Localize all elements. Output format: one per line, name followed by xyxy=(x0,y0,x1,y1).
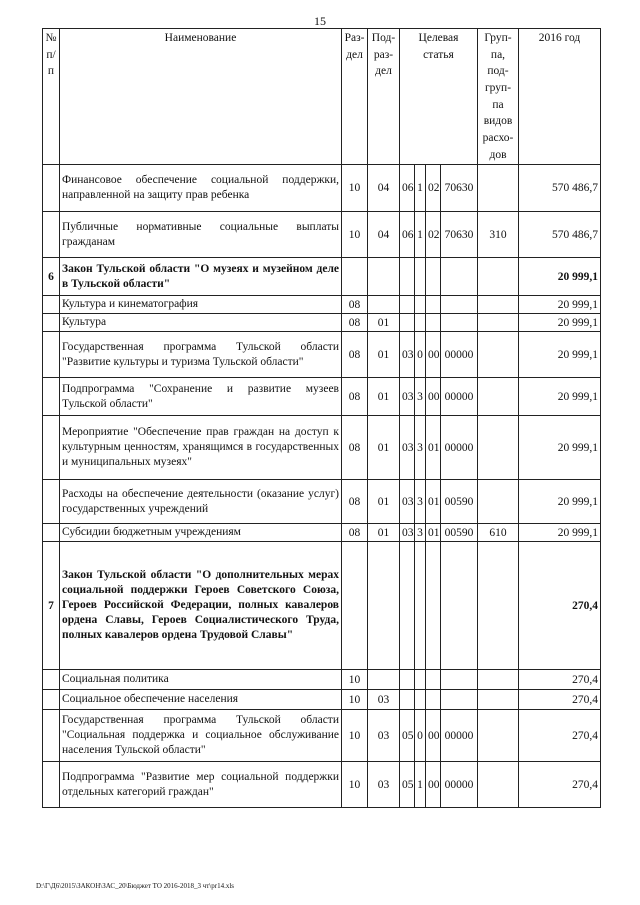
row-name: Закон Тульской области "О дополнительных мерах социальной поддержки Героев Советского Союза, Героев Российской Федерации, полных кавалеров ордена Славы, Героев Социалистического Труда, полных кавалеров ордена Трудовой Славы" xyxy=(60,542,342,670)
row-num xyxy=(43,480,60,524)
row-subsection xyxy=(368,296,400,314)
row-subsection: 01 xyxy=(368,416,400,480)
row-target-direction xyxy=(441,690,478,710)
row-subsection: 01 xyxy=(368,314,400,332)
row-name: Культура и кинематография xyxy=(60,296,342,314)
row-target-subprogram: 3 xyxy=(415,480,426,524)
row-target-subprogram xyxy=(415,670,426,690)
row-target-subprogram: 1 xyxy=(415,165,426,212)
row-target-measure xyxy=(426,314,441,332)
row-section: 08 xyxy=(342,332,368,378)
row-expense-group xyxy=(478,332,519,378)
row-target-direction: 00590 xyxy=(441,480,478,524)
row-target-subprogram: 3 xyxy=(415,524,426,542)
row-subsection: 01 xyxy=(368,524,400,542)
row-amount: 20 999,1 xyxy=(519,378,601,416)
row-target-subprogram: 3 xyxy=(415,378,426,416)
row-target-measure: 02 xyxy=(426,165,441,212)
row-expense-group xyxy=(478,710,519,762)
row-target-measure xyxy=(426,670,441,690)
row-target-subprogram: 0 xyxy=(415,710,426,762)
row-target-measure: 00 xyxy=(426,332,441,378)
row-target-subprogram xyxy=(415,690,426,710)
row-target-measure: 00 xyxy=(426,378,441,416)
row-expense-group xyxy=(478,670,519,690)
row-num xyxy=(43,378,60,416)
row-target-direction: 00000 xyxy=(441,762,478,808)
row-name: Расходы на обеспечение деятельности (оказание услуг) государственных учреждений xyxy=(60,480,342,524)
table-row xyxy=(43,296,601,314)
row-target-program: 03 xyxy=(400,332,415,378)
row-section: 08 xyxy=(342,416,368,480)
table-row xyxy=(43,710,601,762)
row-target-program xyxy=(400,542,415,670)
row-name: Публичные нормативные социальные выплаты гражданам xyxy=(60,212,342,258)
row-amount: 570 486,7 xyxy=(519,212,601,258)
row-expense-group xyxy=(478,296,519,314)
file-path-footer: D:\Г\Д6\2015\ЗАКОН\ЗАС_20\Бюджет ТО 2016-2018_3 чт\pr14.xls xyxy=(36,882,234,890)
row-target-direction: 00590 xyxy=(441,524,478,542)
row-target-subprogram xyxy=(415,542,426,670)
row-name: Социальное обеспечение населения xyxy=(60,690,342,710)
row-num: 7 xyxy=(43,542,60,670)
row-amount: 20 999,1 xyxy=(519,258,601,296)
row-section: 10 xyxy=(342,212,368,258)
row-target-subprogram: 3 xyxy=(415,416,426,480)
header-name: Наименование xyxy=(60,29,342,165)
row-target-program xyxy=(400,258,415,296)
row-num xyxy=(43,332,60,378)
header-target: Целевая статья xyxy=(400,29,478,165)
row-target-direction: 00000 xyxy=(441,378,478,416)
table-row xyxy=(43,212,601,258)
table-row xyxy=(43,690,601,710)
row-name: Подпрограмма "Развитие мер социальной поддержки отдельных категорий граждан" xyxy=(60,762,342,808)
row-target-subprogram: 1 xyxy=(415,762,426,808)
row-target-program: 05 xyxy=(400,710,415,762)
row-num xyxy=(43,416,60,480)
row-target-direction: 00000 xyxy=(441,416,478,480)
row-num xyxy=(43,710,60,762)
table-row xyxy=(43,762,601,808)
row-target-program: 03 xyxy=(400,480,415,524)
table-row xyxy=(43,378,601,416)
row-num: 6 xyxy=(43,258,60,296)
row-subsection: 01 xyxy=(368,378,400,416)
row-target-program xyxy=(400,670,415,690)
row-subsection: 04 xyxy=(368,212,400,258)
row-section xyxy=(342,542,368,670)
row-expense-group xyxy=(478,378,519,416)
row-name: Культура xyxy=(60,314,342,332)
row-target-program: 05 xyxy=(400,762,415,808)
page-number: 15 xyxy=(314,14,326,28)
row-expense-group xyxy=(478,480,519,524)
row-amount: 570 486,7 xyxy=(519,165,601,212)
budget-table xyxy=(42,28,601,808)
row-amount: 20 999,1 xyxy=(519,480,601,524)
row-expense-group xyxy=(478,416,519,480)
row-subsection: 01 xyxy=(368,480,400,524)
row-target-subprogram: 1 xyxy=(415,212,426,258)
row-target-subprogram: 0 xyxy=(415,332,426,378)
row-target-measure xyxy=(426,258,441,296)
row-expense-group xyxy=(478,762,519,808)
row-subsection: 03 xyxy=(368,710,400,762)
row-amount: 270,4 xyxy=(519,542,601,670)
row-target-measure: 00 xyxy=(426,710,441,762)
row-expense-group xyxy=(478,690,519,710)
row-expense-group xyxy=(478,165,519,212)
row-name: Субсидии бюджетным учреждениям xyxy=(60,524,342,542)
header-subsection: Под- раз- дел xyxy=(368,29,400,165)
row-section: 08 xyxy=(342,314,368,332)
row-amount: 20 999,1 xyxy=(519,416,601,480)
row-num xyxy=(43,296,60,314)
row-num xyxy=(43,165,60,212)
row-num xyxy=(43,762,60,808)
row-target-program xyxy=(400,690,415,710)
row-section: 08 xyxy=(342,524,368,542)
row-expense-group xyxy=(478,258,519,296)
row-target-program: 06 xyxy=(400,165,415,212)
table-row xyxy=(43,480,601,524)
table-row xyxy=(43,670,601,690)
row-name: Социальная политика xyxy=(60,670,342,690)
row-target-measure: 01 xyxy=(426,524,441,542)
row-section: 10 xyxy=(342,165,368,212)
row-target-program xyxy=(400,296,415,314)
row-target-direction: 70630 xyxy=(441,212,478,258)
row-name: Подпрограмма "Сохранение и развитие музеев Тульской области" xyxy=(60,378,342,416)
table-row xyxy=(43,332,601,378)
row-target-program: 03 xyxy=(400,378,415,416)
row-subsection: 01 xyxy=(368,332,400,378)
row-section: 10 xyxy=(342,690,368,710)
table-row xyxy=(43,524,601,542)
row-target-direction xyxy=(441,542,478,670)
row-target-measure: 02 xyxy=(426,212,441,258)
row-target-program: 06 xyxy=(400,212,415,258)
row-num xyxy=(43,212,60,258)
header-num: № п/ п xyxy=(43,29,60,165)
row-amount: 20 999,1 xyxy=(519,296,601,314)
row-target-measure xyxy=(426,296,441,314)
table-row xyxy=(43,258,601,296)
row-target-subprogram xyxy=(415,258,426,296)
row-target-direction xyxy=(441,296,478,314)
row-num xyxy=(43,314,60,332)
row-amount: 270,4 xyxy=(519,670,601,690)
row-target-program: 03 xyxy=(400,524,415,542)
row-name: Мероприятие "Обеспечение прав граждан на доступ к культурным ценностям, хранящимся в государственных и муниципальных музеях" xyxy=(60,416,342,480)
row-amount: 20 999,1 xyxy=(519,314,601,332)
row-amount: 270,4 xyxy=(519,710,601,762)
row-num xyxy=(43,690,60,710)
table-row xyxy=(43,314,601,332)
row-subsection xyxy=(368,542,400,670)
row-section: 08 xyxy=(342,378,368,416)
row-expense-group: 310 xyxy=(478,212,519,258)
row-section: 10 xyxy=(342,762,368,808)
row-target-measure: 00 xyxy=(426,762,441,808)
row-subsection xyxy=(368,258,400,296)
row-amount: 20 999,1 xyxy=(519,524,601,542)
row-target-subprogram xyxy=(415,296,426,314)
row-section: 08 xyxy=(342,480,368,524)
row-subsection: 04 xyxy=(368,165,400,212)
row-target-program: 03 xyxy=(400,416,415,480)
row-name: Закон Тульской области "О музеях и музейном деле в Тульской области" xyxy=(60,258,342,296)
row-target-direction xyxy=(441,258,478,296)
row-num xyxy=(43,670,60,690)
row-num xyxy=(43,524,60,542)
row-section: 10 xyxy=(342,710,368,762)
row-target-measure: 01 xyxy=(426,416,441,480)
row-amount: 270,4 xyxy=(519,762,601,808)
row-target-direction xyxy=(441,670,478,690)
row-expense-group xyxy=(478,542,519,670)
row-expense-group xyxy=(478,314,519,332)
row-section: 08 xyxy=(342,296,368,314)
row-section: 10 xyxy=(342,670,368,690)
row-section xyxy=(342,258,368,296)
row-target-measure xyxy=(426,542,441,670)
row-name: Государственная программа Тульской области "Социальная поддержка и социальное обслуживание населения Тульской области" xyxy=(60,710,342,762)
row-subsection: 03 xyxy=(368,690,400,710)
row-target-program xyxy=(400,314,415,332)
row-subsection xyxy=(368,670,400,690)
table-row xyxy=(43,542,601,670)
header-group: Груп- па, под- груп- па видов расхо- дов xyxy=(478,29,519,165)
row-target-direction: 00000 xyxy=(441,332,478,378)
row-target-measure xyxy=(426,690,441,710)
row-expense-group: 610 xyxy=(478,524,519,542)
row-target-direction: 70630 xyxy=(441,165,478,212)
table-row xyxy=(43,416,601,480)
row-target-direction xyxy=(441,314,478,332)
row-name: Государственная программа Тульской области "Развитие культуры и туризма Тульской области" xyxy=(60,332,342,378)
header-section: Раз- дел xyxy=(342,29,368,165)
row-amount: 270,4 xyxy=(519,690,601,710)
row-target-direction: 00000 xyxy=(441,710,478,762)
row-name: Финансовое обеспечение социальной поддержки, направленной на защиту прав ребенка xyxy=(60,165,342,212)
row-target-subprogram xyxy=(415,314,426,332)
table-row xyxy=(43,165,601,212)
header-year: 2016 год xyxy=(519,29,601,165)
row-target-measure: 01 xyxy=(426,480,441,524)
row-subsection: 03 xyxy=(368,762,400,808)
table-header xyxy=(43,29,601,165)
row-amount: 20 999,1 xyxy=(519,332,601,378)
